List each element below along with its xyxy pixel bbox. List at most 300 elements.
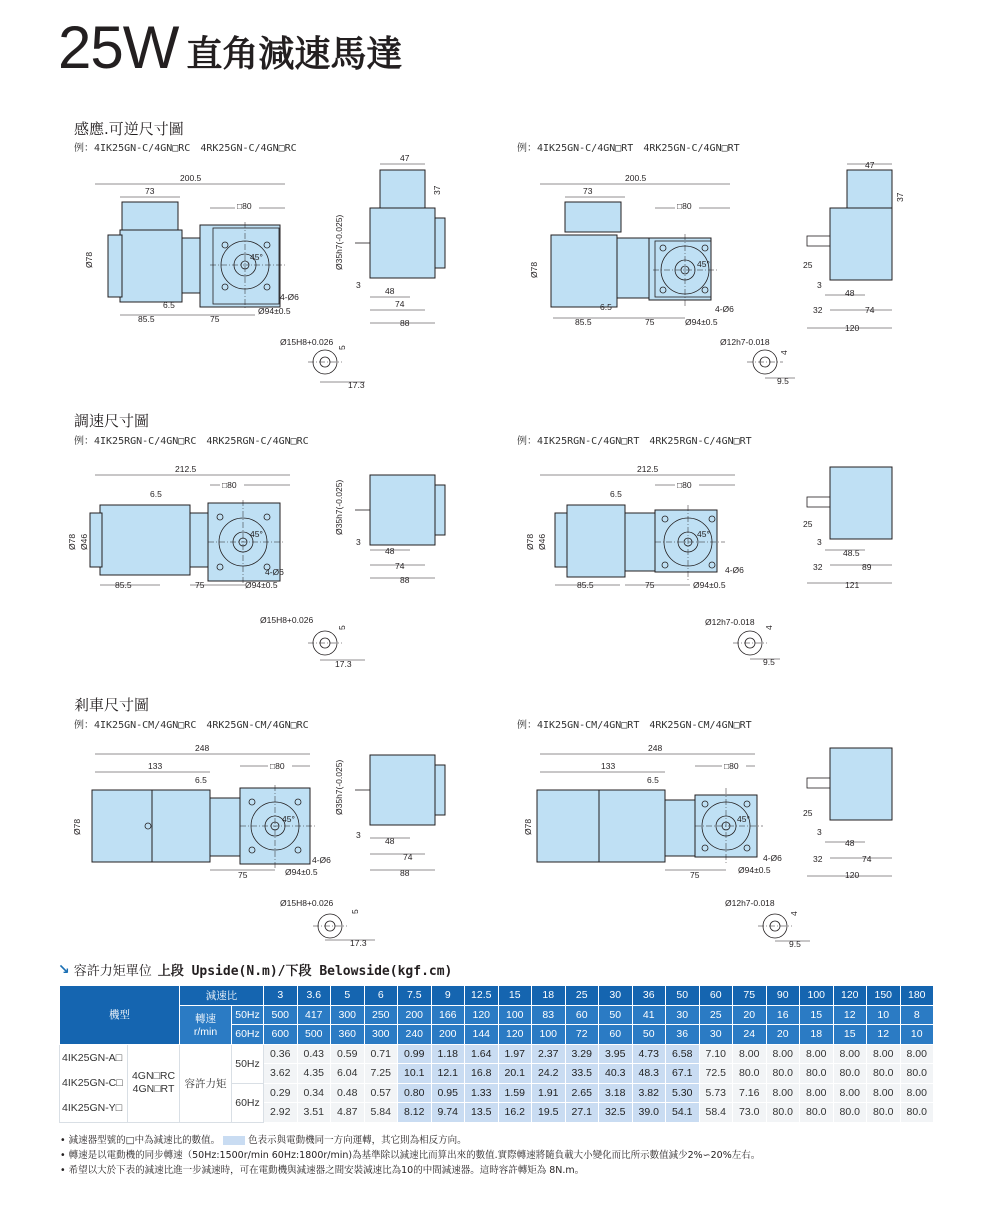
table-cell: 60 [599,1025,633,1045]
svg-text:4-Ø6: 4-Ø6 [763,853,782,863]
table-cell: 24 [733,1025,767,1045]
svg-text:4: 4 [779,350,789,355]
table-cell: 1.18 [431,1044,465,1064]
table-cell: 60Hz [232,1025,264,1045]
table-cell: 5 [331,986,365,1006]
table-cell: 8.00 [733,1044,767,1064]
table-cell: 25 [565,986,599,1006]
svg-text:248: 248 [195,743,210,753]
table-cell: 8.00 [833,1083,867,1103]
table-cell: 24.2 [532,1064,566,1084]
torque-heading-sub: 上段 Upside(N.m)/下段 Belowside(kgf.cm) [157,964,453,979]
table-cell: 90 [766,986,800,1006]
table-cell: 0.71 [364,1044,398,1064]
table-cell: 6.58 [666,1044,700,1064]
svg-text:Ø46: Ø46 [537,533,547,550]
svg-text:121: 121 [845,580,860,590]
svg-text:9.5: 9.5 [777,376,789,386]
svg-text:Ø15H8+0.026: Ø15H8+0.026 [260,615,314,625]
table-cell: 48.3 [632,1064,666,1084]
svg-text:Ø94±0.5: Ø94±0.5 [258,306,291,316]
table-cell: 12.5 [465,986,499,1006]
svg-text:32: 32 [813,305,823,315]
table-cell: 33.5 [565,1064,599,1084]
table-cell: 60 [699,986,733,1006]
svg-text:25: 25 [803,260,813,270]
note-3: • 希望以大於下表的減速比進一步減速時，可在電動機與減速器之間安裝減速比為10的中間減速器。這時容許轉矩為 8N.m。 [60,1165,585,1176]
table-cell: 30 [666,1005,700,1025]
gearhead-name: 4GN□RC [131,1070,176,1082]
table-cell: 7.10 [699,1044,733,1064]
svg-text:Ø15H8+0.026: Ø15H8+0.026 [280,337,334,347]
svg-text:47: 47 [865,160,875,170]
table-cell: 60Hz [232,1083,264,1122]
table-cell: 2.37 [532,1044,566,1064]
svg-text:37: 37 [895,192,905,202]
table-cell: 2.92 [264,1103,298,1123]
table-cell: 8 [900,1005,934,1025]
table-cell: 1.33 [465,1083,499,1103]
table-cell: 80.0 [800,1064,834,1084]
svg-text:88: 88 [400,318,410,328]
svg-text:3: 3 [356,537,361,547]
svg-text:6.5: 6.5 [600,302,612,312]
svg-text:74: 74 [395,561,405,571]
table-cell: 120 [833,986,867,1006]
drawing-induction-rt [525,150,915,395]
svg-text:Ø12h7-0.018: Ø12h7-0.018 [720,337,770,347]
table-cell: 80.0 [900,1064,934,1084]
table-cell: 8.00 [766,1044,800,1064]
table-row [60,1005,934,1025]
svg-text:Ø94±0.5: Ø94±0.5 [685,317,718,327]
table-cell: 50 [666,986,700,1006]
svg-text:□80: □80 [677,201,692,211]
table-cell: 41 [632,1005,666,1025]
table-cell: 20 [733,1005,767,1025]
table-cell: 58.4 [699,1103,733,1123]
svg-text:85.5: 85.5 [575,317,592,327]
table-cell: 4.73 [632,1044,666,1064]
svg-text:3: 3 [356,830,361,840]
svg-text:200.5: 200.5 [625,173,647,183]
svg-text:88: 88 [400,868,410,878]
svg-text:5: 5 [337,625,347,630]
table-cell: 600 [264,1025,298,1045]
table-cell: 0.36 [264,1044,298,1064]
svg-text:4: 4 [789,911,799,916]
table-cell: 18 [532,986,566,1006]
svg-text:85.5: 85.5 [577,580,594,590]
table-cell: 容許力矩 [180,1044,232,1122]
svg-text:25: 25 [803,519,813,529]
table-cell [180,1005,232,1044]
svg-text:75: 75 [195,580,205,590]
svg-text:Ø78: Ø78 [523,818,533,835]
svg-text:45°: 45° [282,814,295,824]
table-cell: 36 [666,1025,700,1045]
table-cell: 240 [398,1025,432,1045]
svg-text:Ø94±0.5: Ø94±0.5 [245,580,278,590]
svg-text:Ø35h7(-0.025): Ø35h7(-0.025) [334,759,344,815]
example-induction-rt: 例：4IK25GN-C/4GN□RT 4RK25GN-C/4GN□RT [517,143,740,154]
svg-text:Ø15H8+0.026: Ø15H8+0.026 [280,898,334,908]
svg-text:□80: □80 [237,201,252,211]
table-cell: 25 [699,1005,733,1025]
table-cell: 8.00 [800,1044,834,1064]
section-title-brake: 剎車尺寸圖 [74,696,150,714]
table-cell: 80.0 [766,1064,800,1084]
table-cell: 5.84 [364,1103,398,1123]
model-name: 4IK25GN-A□ [62,1051,123,1064]
svg-text:9.5: 9.5 [763,657,775,667]
model-name: 4IK25GN-C□ [62,1076,123,1089]
table-cell: 100 [532,1025,566,1045]
table-cell: 12 [833,1005,867,1025]
table-cell: 2.65 [565,1083,599,1103]
table-cell: 100 [800,986,834,1006]
svg-text:45°: 45° [697,529,710,539]
table-cell: 0.95 [431,1083,465,1103]
table-cell: 0.99 [398,1044,432,1064]
table-cell: 80.0 [833,1064,867,1084]
table-cell: 80.0 [867,1064,901,1084]
svg-text:212.5: 212.5 [175,464,197,474]
table-cell [60,1044,128,1122]
svg-text:4-Ø6: 4-Ø6 [312,855,331,865]
table-cell: 60 [565,1005,599,1025]
example-brake-rt: 例：4IK25GN-CM/4GN□RT 4RK25GN-CM/4GN□RT [517,720,752,731]
notes [60,1133,760,1178]
table-cell: 0.29 [264,1083,298,1103]
table-cell: 5.30 [666,1083,700,1103]
svg-text:17.3: 17.3 [350,938,367,948]
svg-text:□80: □80 [724,761,739,771]
svg-text:4-Ø6: 4-Ø6 [725,565,744,575]
table-cell: 30 [699,1025,733,1045]
table-cell: 500 [264,1005,298,1025]
svg-text:48: 48 [385,286,395,296]
table-cell: 10 [900,1025,934,1045]
table-cell: 166 [431,1005,465,1025]
table-cell: 3.95 [599,1044,633,1064]
svg-text:73: 73 [583,186,593,196]
table-cell: 10 [867,1005,901,1025]
table-cell: 8.12 [398,1103,432,1123]
section-title-speed: 調速尺寸圖 [74,412,150,430]
table-cell: 8.00 [766,1083,800,1103]
svg-text:133: 133 [601,761,616,771]
example-speed-rc: 例：4IK25RGN-C/4GN□RC 4RK25RGN-C/4GN□RC [74,436,309,447]
table-cell: 3.6 [297,986,331,1006]
table-cell: 0.57 [364,1083,398,1103]
arrow-icon: ↘ [58,961,70,978]
table-cell: 417 [297,1005,331,1025]
svg-text:73: 73 [145,186,155,196]
table-cell: 120 [498,1025,532,1045]
table-cell: 300 [331,1005,365,1025]
svg-text:48: 48 [845,838,855,848]
example-brake-rc: 例：4IK25GN-CM/4GN□RC 4RK25GN-CM/4GN□RC [74,720,309,731]
svg-text:75: 75 [210,314,220,324]
drawing-speed-rt [525,445,915,675]
table-cell: 39.0 [632,1103,666,1123]
section-title-induction: 感應.可逆尺寸圖 [74,120,184,138]
table-cell: 3.29 [565,1044,599,1064]
svg-text:Ø78: Ø78 [525,533,535,550]
svg-text:74: 74 [403,852,413,862]
svg-text:120: 120 [845,870,860,880]
svg-text:212.5: 212.5 [637,464,659,474]
svg-text:6.5: 6.5 [150,489,162,499]
table-cell: 1.59 [498,1083,532,1103]
table-cell: 8.00 [800,1083,834,1103]
svg-text:6.5: 6.5 [163,300,175,310]
table-cell: 200 [431,1025,465,1045]
svg-text:45°: 45° [250,529,263,539]
torque-heading [58,960,452,979]
table-cell: 120 [465,1005,499,1025]
svg-text:133: 133 [148,761,163,771]
svg-text:75: 75 [645,317,655,327]
svg-text:Ø12h7-0.018: Ø12h7-0.018 [705,617,755,627]
svg-text:Ø78: Ø78 [72,818,82,835]
svg-text:74: 74 [862,854,872,864]
svg-text:6.5: 6.5 [195,775,207,785]
svg-text:Ø78: Ø78 [529,261,539,278]
table-cell: 0.80 [398,1083,432,1103]
table-cell: 27.1 [565,1103,599,1123]
svg-text:32: 32 [813,562,823,572]
table-cell: 180 [900,986,934,1006]
table-cell: 4.35 [297,1064,331,1084]
svg-text:6.5: 6.5 [647,775,659,785]
svg-text:Ø94±0.5: Ø94±0.5 [693,580,726,590]
table-cell: 80.0 [867,1103,901,1123]
svg-text:3: 3 [356,280,361,290]
table-cell: 200 [398,1005,432,1025]
table-cell: 3.18 [599,1083,633,1103]
table-cell: 7.25 [364,1064,398,1084]
table-cell: 5.73 [699,1083,733,1103]
table-cell: 50Hz [232,1044,264,1083]
table-cell: 12.1 [431,1064,465,1084]
table-cell: 0.59 [331,1044,365,1064]
svg-text:4-Ø6: 4-Ø6 [265,567,284,577]
svg-text:120: 120 [845,323,860,333]
table-cell: 3.82 [632,1083,666,1103]
table-row [60,986,934,1006]
svg-text:□80: □80 [270,761,285,771]
svg-text:5: 5 [337,345,347,350]
svg-text:47: 47 [400,153,410,163]
table-cell: 19.5 [532,1103,566,1123]
table-cell: 8.00 [867,1044,901,1064]
table-cell: 7.5 [398,986,432,1006]
note-1: • 減速器型號的□中為減速比的數值。 色表示與電動機同一方向運轉，其它則為相反方向。 [60,1135,467,1146]
table-cell: 9 [431,986,465,1006]
drawing-induction-rc [80,150,470,395]
svg-text:85.5: 85.5 [115,580,132,590]
table-cell: 20 [766,1025,800,1045]
svg-text:85.5: 85.5 [138,314,155,324]
svg-text:75: 75 [645,580,655,590]
svg-text:74: 74 [865,305,875,315]
table-cell: 3.51 [297,1103,331,1123]
table-cell: 300 [364,1025,398,1045]
torque-heading-label: 容許力矩單位 [73,964,152,979]
table-cell: 80.0 [833,1103,867,1123]
table-cell: 18 [800,1025,834,1045]
svg-text:3: 3 [817,827,822,837]
svg-text:4-Ø6: 4-Ø6 [280,292,299,302]
table-cell: 0.34 [297,1083,331,1103]
svg-text:25: 25 [803,808,813,818]
table-cell: 72.5 [699,1064,733,1084]
svg-text:32: 32 [813,854,823,864]
table-cell: 3.62 [264,1064,298,1084]
svg-text:Ø78: Ø78 [67,533,77,550]
title-name: 直角減速馬達 [186,34,403,75]
svg-text:5: 5 [350,909,360,914]
table-cell: 16 [766,1005,800,1025]
table-cell: 15 [800,1005,834,1025]
model-name: 4IK25GN-Y□ [62,1101,123,1114]
example-speed-rt: 例：4IK25RGN-C/4GN□RT 4RK25RGN-C/4GN□RT [517,436,752,447]
table-cell [128,1044,180,1122]
table-cell: 3 [264,986,298,1006]
table-cell: 10.1 [398,1064,432,1084]
svg-text:6.5: 6.5 [610,489,622,499]
table-cell: 500 [297,1025,331,1045]
table-cell: 8.00 [900,1083,934,1103]
svg-text:45°: 45° [697,259,710,269]
table-cell: 50Hz [232,1005,264,1025]
svg-text:Ø94±0.5: Ø94±0.5 [285,867,318,877]
table-cell: 75 [733,986,767,1006]
speed-label: 轉速 [195,1013,216,1025]
svg-text:37: 37 [432,185,442,195]
table-cell: 16.8 [465,1064,499,1084]
svg-text:4-Ø6: 4-Ø6 [715,304,734,314]
svg-text:48.5: 48.5 [843,548,860,558]
table-cell: 4.87 [331,1103,365,1123]
svg-text:9.5: 9.5 [789,939,801,949]
table-cell: 1.97 [498,1044,532,1064]
svg-text:200.5: 200.5 [180,173,202,183]
svg-text:□80: □80 [222,480,237,490]
table-cell: 0.43 [297,1044,331,1064]
svg-text:Ø12h7-0.018: Ø12h7-0.018 [725,898,775,908]
table-cell: 8.00 [833,1044,867,1064]
svg-text:88: 88 [400,575,410,585]
drawing-speed-rc [67,445,470,675]
table-cell: 6 [364,986,398,1006]
svg-text:Ø94±0.5: Ø94±0.5 [738,865,771,875]
svg-text:74: 74 [395,299,405,309]
svg-text:Ø35h7(-0.025): Ø35h7(-0.025) [334,214,344,270]
table-cell: 32.5 [599,1103,633,1123]
table-cell: 16.2 [498,1103,532,1123]
table-cell: 6.04 [331,1064,365,1084]
table-cell: 80.0 [800,1103,834,1123]
table-cell: 50 [632,1025,666,1045]
svg-text:□80: □80 [677,480,692,490]
table-cell: 減速比 [180,986,264,1006]
table-cell: 72 [565,1025,599,1045]
svg-text:Ø46: Ø46 [79,533,89,550]
note-2: • 轉速是以電動機的同步轉速（50Hz:1500r/min 60Hz:1800r/min)為基準除以減速比而算出來的數值.實際轉速將隨負載大小變化而比所示數值減少2%∽20%左右。 [60,1150,761,1161]
svg-text:48: 48 [385,546,395,556]
table-cell: 150 [867,986,901,1006]
svg-text:248: 248 [648,743,663,753]
table-cell: 67.1 [666,1064,700,1084]
torque-table [59,985,934,1123]
svg-text:75: 75 [238,870,248,880]
table-cell: 250 [364,1005,398,1025]
table-cell: 100 [498,1005,532,1025]
table-cell: 7.16 [733,1083,767,1103]
table-cell: 54.1 [666,1103,700,1123]
table-cell: 機型 [60,986,180,1045]
table-cell: 8.00 [900,1044,934,1064]
table-cell: 80.0 [900,1103,934,1123]
drawing-brake-rt [525,730,915,955]
svg-text:Ø78: Ø78 [84,251,94,268]
table-cell: 13.5 [465,1103,499,1123]
table-cell: 1.64 [465,1044,499,1064]
table-cell: 50 [599,1005,633,1025]
drawing-brake-rc [72,730,470,955]
example-induction-rc: 例：4IK25GN-C/4GN□RC 4RK25GN-C/4GN□RC [74,143,297,154]
table-cell: 80.0 [733,1064,767,1084]
svg-text:48: 48 [845,288,855,298]
svg-text:Ø35h7(-0.025): Ø35h7(-0.025) [334,479,344,535]
table-cell: 80.0 [766,1103,800,1123]
table-cell: 40.3 [599,1064,633,1084]
svg-text:4: 4 [764,625,774,630]
blue-swatch [223,1136,245,1145]
table-cell: 8.00 [867,1083,901,1103]
gearhead-name: 4GN□RT [132,1083,175,1095]
svg-text:45°: 45° [250,252,263,262]
svg-text:48: 48 [385,836,395,846]
svg-text:45°: 45° [737,814,750,824]
page-title [58,8,403,81]
table-cell: 30 [599,986,633,1006]
title-power: 25W [58,14,179,81]
svg-text:3: 3 [817,280,822,290]
table-cell: 0.48 [331,1083,365,1103]
table-cell: 144 [465,1025,499,1045]
svg-text:17.3: 17.3 [335,659,352,669]
svg-text:17.3: 17.3 [348,380,365,390]
table-cell: 9.74 [431,1103,465,1123]
table-cell: 73.0 [733,1103,767,1123]
table-cell: 20.1 [498,1064,532,1084]
table-cell: 1.91 [532,1083,566,1103]
table-cell: 15 [833,1025,867,1045]
speed-unit: r/min [193,1026,218,1038]
svg-text:75: 75 [690,870,700,880]
table-cell: 15 [498,986,532,1006]
svg-text:3: 3 [817,537,822,547]
table-cell: 36 [632,986,666,1006]
table-cell: 83 [532,1005,566,1025]
table-row [60,1044,934,1064]
table-cell: 12 [867,1025,901,1045]
svg-text:89: 89 [862,562,872,572]
